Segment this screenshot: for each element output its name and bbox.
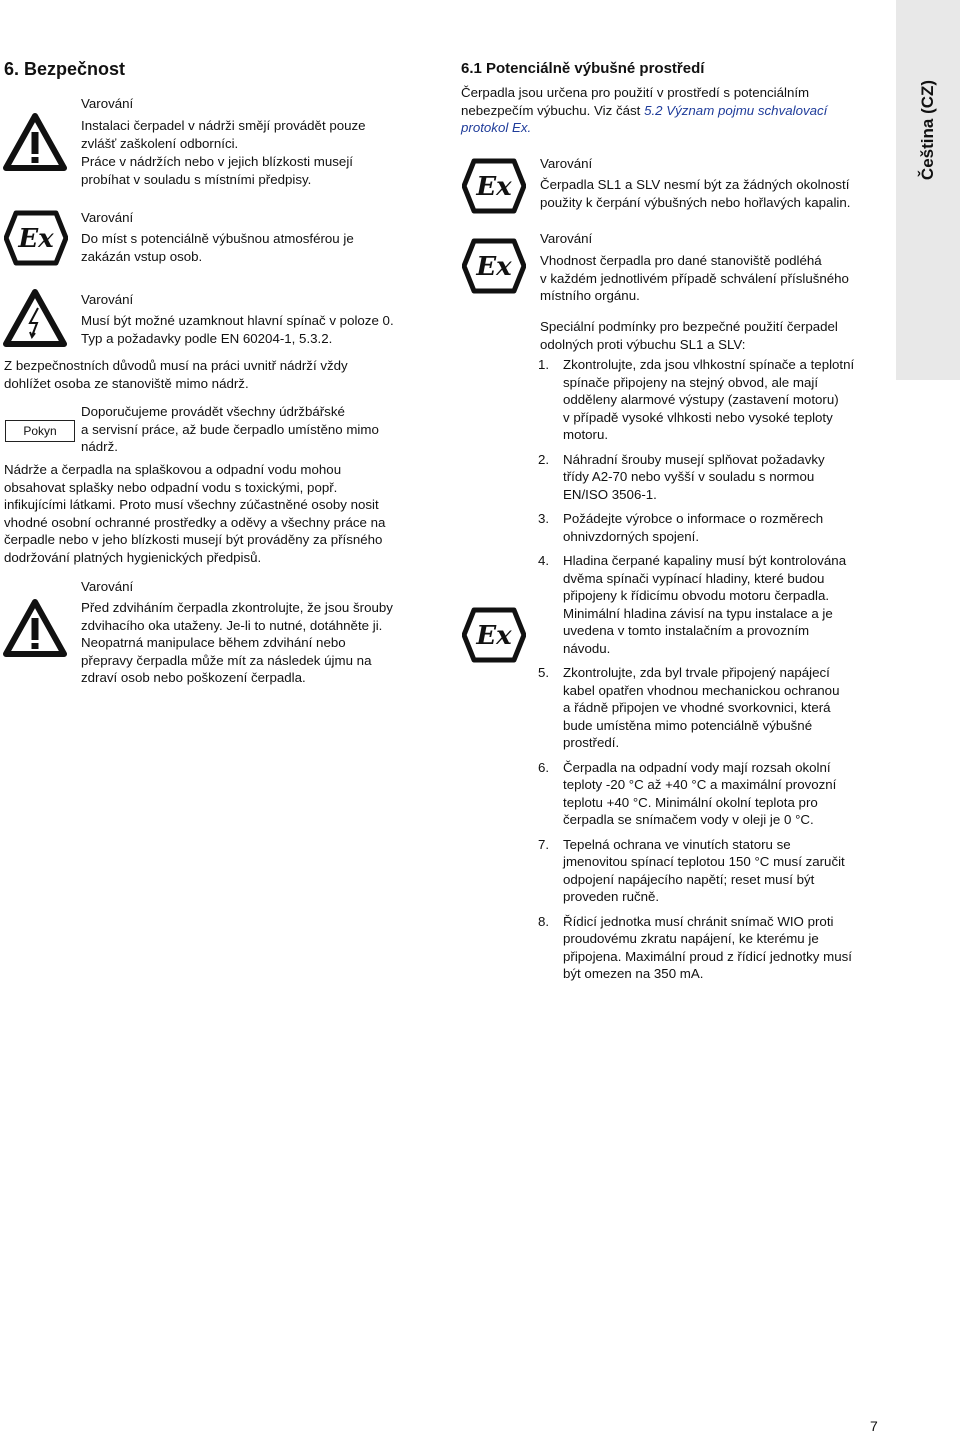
list-item: 4. Hladina čerpané kapaliny musí být kontrolována dvěma spínači vypínací hladiny, které budou připojeny k řídicímu obvodu motoru čerpadla. Minimální hladina závisí na typu instalace a je uvedena v tomto instalačním a provozním návodu. — [538, 553, 847, 656]
list-item: 2. Náhradní šrouby musejí splňovat požadavky třídy A2-70 nebo vyšší v souladu s normou EN/ISO 3506-1. — [538, 451, 825, 502]
conditions-intro: Speciální podmínky pro bezpečné použití čerpadel odolných proti výbuchu SL1 a SLV: — [540, 319, 838, 352]
warning-text: Vhodnost čerpadla pro dané stanoviště podléhá v každém jednotlivém případě schválení příslušného místního orgánu. — [540, 253, 849, 303]
electric-hazard-icon — [2, 288, 68, 348]
subsection-heading: 6.1 Potenciálně výbušné prostředí — [461, 60, 705, 77]
warning-label: Varování — [81, 579, 134, 594]
warning-text: Čerpadla SL1 a SLV nesmí být za žádných okolností použity k čerpání výbušných nebo hořlavých kapalin. — [540, 177, 851, 210]
language-tab-label: Čeština (CZ) — [918, 79, 937, 181]
svg-text:Ex: Ex — [476, 172, 512, 202]
warning-label: Varování — [81, 96, 134, 111]
list-item: 8. Řídicí jednotka musí chránit snímač WIO proti proudovému zkratu napájení, ke kterému je připojena. Maximální proud z řídicí jednotky musí být omezen na 350 mA. — [538, 913, 852, 981]
svg-text:Ex: Ex — [476, 252, 512, 282]
warning-label: Varování — [81, 210, 134, 225]
note-text: Doporučujeme provádět všechny údržbářské a servisní práce, až bude čerpadlo umístěno mimo nádrž. — [81, 404, 379, 454]
list-item: 6. Čerpadla na odpadní vody mají rozsah okolní teploty -20 °C až +40 °C a maximální provozní teplotu +40 °C. Minimální okolní teplota pro čerpadla se snímačem vody v oleji je 0 °C. — [538, 759, 837, 827]
warning-label: Varování — [81, 292, 134, 307]
warning-triangle-icon — [2, 112, 68, 172]
page-number: 7 — [870, 1418, 878, 1434]
note-badge: Pokyn — [5, 420, 75, 442]
conditions-list — [538, 356, 883, 990]
warning-text: Instalaci čerpadel v nádrži smějí provádět pouze zvlášť zaškolení odborníci. Práce v nádržích nebo v jejich blízkosti musejí probíhat v souladu s místními předpisy. — [81, 118, 366, 187]
warning-label: Varování — [540, 156, 593, 171]
list-item: 3. Požádejte výrobce o informace o rozměrech ohnivzdorných spojení. — [538, 511, 824, 544]
safety-paragraph: Z bezpečnostních důvodů musí na práci uvnitř nádrží vždy dohlížet osoba ze stanoviště mimo nádrž. — [4, 358, 348, 391]
warning-text: Před zdviháním čerpadla zkontrolujte, že jsou šrouby zdvihacího oka utaženy. Je-li to nutné, dotáhněte ji. Neopatrná manipulace během zdvihání nebo přepravy čerpadla může mít za následek újmu na zdraví osob nebo poškození čerpadla. — [81, 600, 393, 685]
section-link[interactable]: 5.2 Význam pojmu schvalovací — [644, 102, 828, 118]
hygiene-paragraph: Nádrže a čerpadla na splaškovou a odpadní vodu mohou obsahovat splašky nebo odpadní vodu s toxickými, popř. infikujícími látkami. Proto musí všechny zúčastněné osoby nosit vhodné osobní ochranné prostředky a oděvy a všechny práce na čerpadle nebo v jeho blízkosti musejí být prováděny za přísného dodržování platných hygienických předpisů. — [4, 462, 386, 565]
language-tab — [896, 0, 960, 380]
svg-text:Ex: Ex — [18, 224, 54, 254]
ex-explosion-icon — [462, 607, 526, 663]
warning-text: Do míst s potenciálně výbušnou atmosférou je zakázán vstup osob. — [81, 231, 354, 264]
section-heading: 6. Bezpečnost — [4, 59, 126, 79]
list-item: 7. Tepelná ochrana ve vinutích statoru se jmenovitou spínací teplotou 150 °C musí zaručit odpojení napájecího napětí; reset musí být proveden ručně. — [538, 836, 845, 904]
ex-explosion-icon — [4, 210, 68, 266]
section-link[interactable]: protokol Ex. — [461, 120, 532, 135]
svg-text:Ex: Ex — [476, 621, 512, 651]
intro-paragraph: Čerpadla jsou určena pro použití v prostředí s potenciálním nebezpečím výbuchu. Viz část 5.2 Význam pojmu schvalovací protokol Ex. — [461, 84, 881, 137]
warning-text: Musí být možné uzamknout hlavní spínač v poloze 0. Typ a požadavky podle EN 60204-1, 5.3.2. — [81, 313, 394, 346]
ex-explosion-icon — [462, 238, 526, 294]
warning-triangle-icon — [2, 598, 68, 658]
ex-explosion-icon — [462, 158, 526, 214]
list-item: 1. Zkontrolujte, zda jsou vlhkostní spínače a teplotní spínače připojeny na stejný obvod, ale mají odděleny alarmové výstupy (zastavení motoru) v případě vysoké vlhkosti nebo vysoké teploty motoru. — [538, 357, 855, 442]
warning-label: Varování — [540, 231, 593, 246]
list-item: 5. Zkontrolujte, zda byl trvale připojený napájecí kabel opatřen vhodnou mechanickou ochranou a řádně připojen ve vhodné svorkovnici, která bude umístěna mimo potenciálně výbušné prostředí. — [538, 665, 840, 750]
